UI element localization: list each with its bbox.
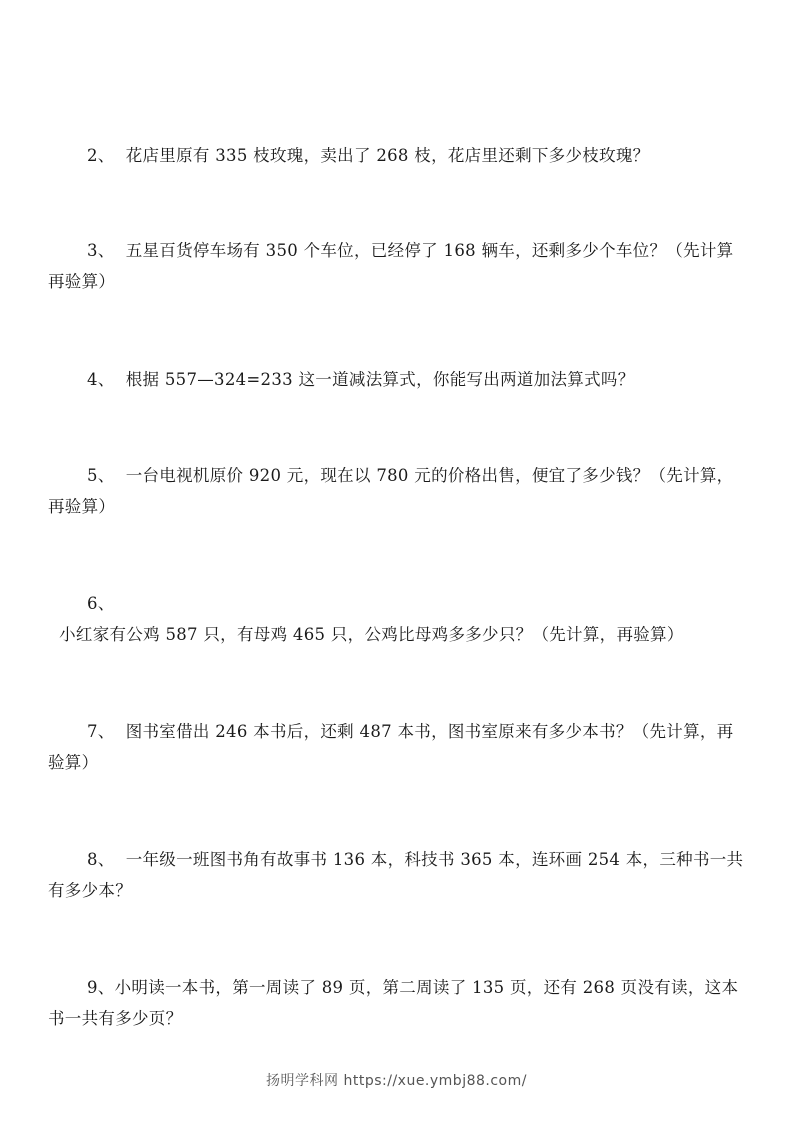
question-separator [115,241,126,260]
question-text: 花店里原有 335 枝玫瑰，卖出了 268 枝，花店里还剩下多少枝玫瑰？ [125,146,650,165]
question-separator [115,466,126,485]
question-number: 2、 [87,146,115,165]
footer-watermark: 扬明学科网 https://xue.ymbj88.com/ [266,1073,527,1089]
question-2 [48,140,744,171]
question-separator [48,625,59,644]
question-text: 一台电视机原价 920 元，现在以 780 元的价格出售，便宜了多少钱？（先计算，再验算） [48,466,734,516]
question-number: 3、 [87,241,115,260]
question-number: 6、 [87,594,115,613]
question-separator [115,722,126,741]
question-number: 8、 [87,850,115,869]
question-6 [48,588,744,650]
question-separator [115,370,126,389]
question-text: 一年级一班图书角有故事书 136 本，科技书 365 本，连环画 254 本，三种书一共有多少本？ [48,850,744,900]
question-number: 5、 [87,466,115,485]
question-text: 根据 557—324=233 这一道减法算式，你能写出两道加法算式吗？ [125,370,635,389]
question-7 [48,716,744,778]
question-number: 7、 [87,722,115,741]
question-5 [48,460,744,522]
question-3 [48,235,744,297]
question-8 [48,844,744,906]
question-text: 小明读一本书，第一周读了 89 页，第二周读了 135 页，还有 268 页没有读，这本书一共有多少页？ [48,978,739,1028]
question-text: 小红家有公鸡 587 只，有母鸡 465 只，公鸡比母鸡多多少只？（先计算，再验算） [59,625,684,644]
question-separator [115,850,126,869]
question-4 [48,364,744,395]
question-number: 9、 [87,978,115,997]
question-text: 图书室借出 246 本书后，还剩 487 本书，图书室原来有多少本书？（先计算，再验算） [48,722,734,772]
question-number: 4、 [87,370,115,389]
question-9 [48,972,744,1034]
question-text: 五星百货停车场有 350 个车位，已经停了 168 辆车，还剩多少个车位？（先计算再验算） [48,241,734,291]
question-separator [115,146,126,165]
